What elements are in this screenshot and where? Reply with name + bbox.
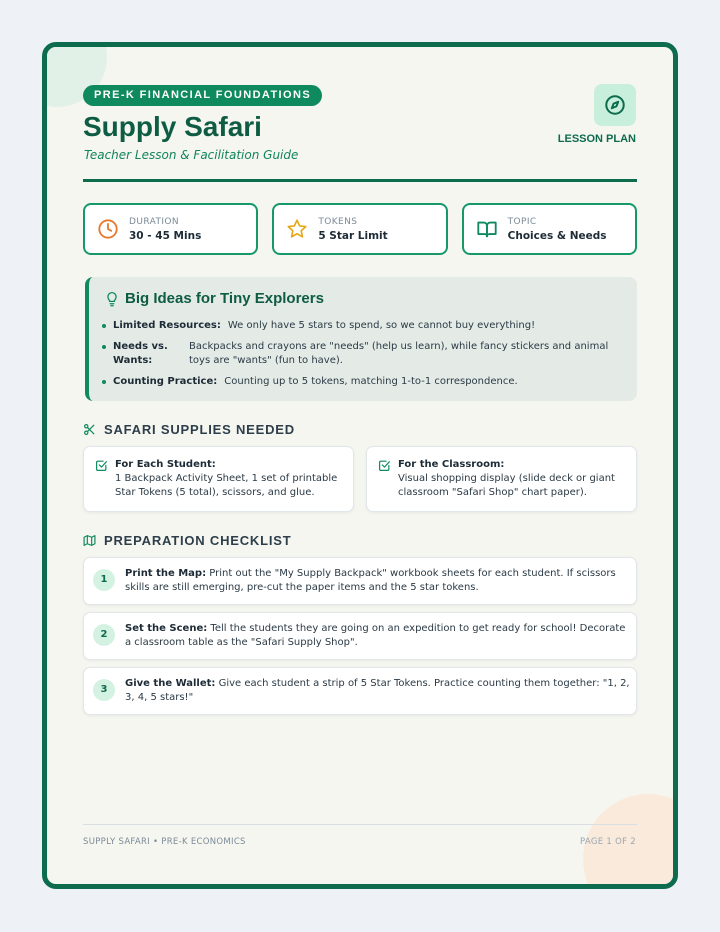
idea-term: Needs vs. Wants: xyxy=(113,341,168,366)
stat-label: DURATION xyxy=(129,216,180,227)
step-number: 2 xyxy=(93,624,115,646)
page-title: Supply Safari xyxy=(83,111,262,142)
checkbox-icon xyxy=(95,459,108,472)
step-text: Print out the "My Supply Backpack" workbook sheets for each student. If scissors skills are still emerging, pre-cut the paper items and the 5 star tokens. xyxy=(125,568,616,593)
stat-value: 5 Star Limit xyxy=(318,229,388,242)
checklist-step xyxy=(83,612,637,660)
lesson-sheet xyxy=(42,42,678,889)
clock-icon xyxy=(97,218,119,240)
supply-card-student xyxy=(83,446,354,512)
footer-divider xyxy=(83,824,637,825)
star-icon xyxy=(286,218,308,240)
step-number: 3 xyxy=(93,679,115,701)
step-text: Tell the students they are going on an expedition to get ready for school! Decorate a classroom table as the "Safari Supply Shop". xyxy=(125,623,626,648)
step-title: Give the Wallet: xyxy=(125,678,216,689)
map-icon xyxy=(83,534,96,547)
footer-left: SUPPLY SAFARI • PRE-K ECONOMICS xyxy=(83,837,246,847)
checklist-heading xyxy=(83,533,292,548)
supply-text: Visual shopping display (slide deck or giant classroom "Safari Shop" chart paper). xyxy=(398,473,615,498)
section-title: SAFARI SUPPLIES NEEDED xyxy=(104,422,295,437)
section-title: PREPARATION CHECKLIST xyxy=(104,533,292,548)
idea-text: Counting up to 5 tokens, matching 1-to-1 correspondence. xyxy=(224,376,518,387)
scissors-icon xyxy=(83,423,96,436)
book-icon xyxy=(476,218,498,240)
list-item xyxy=(101,375,631,389)
stat-value: Choices & Needs xyxy=(507,229,607,242)
idea-term: Counting Practice: xyxy=(113,376,218,387)
supplies-cards xyxy=(83,446,637,512)
supply-title: For Each Student: xyxy=(115,459,216,470)
stat-card-tokens xyxy=(272,203,447,255)
page-subtitle: Teacher Lesson & Facilitation Guide xyxy=(84,148,299,162)
checklist-step xyxy=(83,557,637,605)
step-title: Print the Map: xyxy=(125,568,207,579)
checklist xyxy=(83,557,637,722)
big-ideas-list xyxy=(101,319,631,396)
idea-text: We only have 5 stars to spend, so we cannot buy everything! xyxy=(227,320,536,331)
stat-card-topic xyxy=(462,203,637,255)
supply-card-classroom xyxy=(366,446,637,512)
header-divider xyxy=(83,179,637,182)
supply-text: 1 Backpack Activity Sheet, 1 set of printable Star Tokens (5 total), scissors, and glue. xyxy=(115,473,338,498)
kicker-badge: PRE-K FINANCIAL FOUNDATIONS xyxy=(83,85,322,106)
step-number: 1 xyxy=(93,569,115,591)
checkbox-icon xyxy=(378,459,391,472)
list-item xyxy=(101,319,631,333)
page-number: PAGE 1 OF 2 xyxy=(579,837,636,847)
supply-title: For the Classroom: xyxy=(398,459,505,470)
supplies-heading xyxy=(83,422,295,437)
lightbulb-icon xyxy=(105,290,119,307)
big-ideas-panel xyxy=(85,277,637,401)
stat-value: 30 - 45 Mins xyxy=(129,229,202,242)
stat-card-duration xyxy=(83,203,258,255)
big-ideas-title: Big Ideas for Tiny Explorers xyxy=(125,290,324,307)
list-item xyxy=(101,340,631,368)
idea-term: Limited Resources: xyxy=(113,320,221,331)
step-text: Give each student a strip of 5 Star Tokens. Practice counting them together: "1, 2, 3, 4, 5 stars!" xyxy=(125,678,630,703)
compass-icon xyxy=(594,84,636,126)
stat-label: TOKENS xyxy=(318,216,358,227)
idea-text: Backpacks and crayons are "needs" (help us learn), while fancy stickers and animal toys are "wants" (fun to have). xyxy=(189,341,609,366)
step-title: Set the Scene: xyxy=(125,623,208,634)
stat-label: TOPIC xyxy=(507,216,537,227)
checklist-step xyxy=(83,667,637,715)
lesson-plan-label: LESSON PLAN xyxy=(557,133,636,145)
stats-row xyxy=(83,203,637,255)
